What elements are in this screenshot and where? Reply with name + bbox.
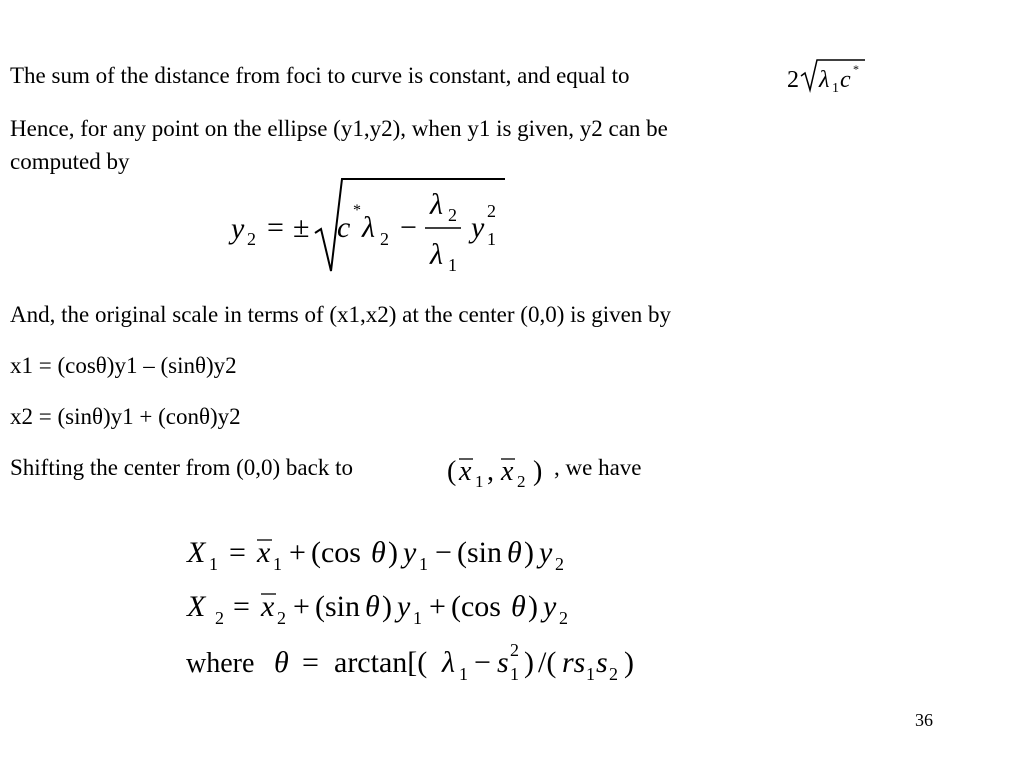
svg-text:=: = bbox=[302, 646, 319, 679]
svg-text:/(: /( bbox=[538, 646, 557, 679]
svg-text:1: 1 bbox=[510, 664, 519, 684]
svg-text:2: 2 bbox=[247, 229, 256, 249]
equation-X2 bbox=[185, 586, 605, 630]
original-scale-text: And, the original scale in terms of (x1,x2) at the center (0,0) is given by bbox=[10, 302, 672, 327]
svg-text:): ) bbox=[533, 456, 543, 487]
svg-text:=: = bbox=[267, 211, 284, 244]
svg-text:1: 1 bbox=[209, 554, 218, 574]
svg-text:λ: λ bbox=[430, 188, 443, 221]
svg-text:2: 2 bbox=[517, 472, 526, 491]
svg-text:,: , bbox=[487, 456, 494, 487]
page-number: 36 bbox=[915, 710, 933, 730]
svg-text:2: 2 bbox=[277, 608, 286, 628]
svg-text:(cos: (cos bbox=[311, 536, 361, 569]
svg-text:): ) bbox=[528, 590, 538, 623]
svg-text:2: 2 bbox=[559, 608, 568, 628]
ellipse-point-text: Hence, for any point on the ellipse (y1,y2), when y1 is given, y2 can be bbox=[10, 116, 668, 141]
svg-text:+: + bbox=[429, 590, 446, 623]
svg-text:(sin: (sin bbox=[315, 590, 360, 623]
svg-text:+: + bbox=[289, 536, 306, 569]
svg-text:−: − bbox=[400, 211, 417, 244]
svg-text:): ) bbox=[524, 536, 534, 569]
svg-text:+: + bbox=[293, 590, 310, 623]
svg-text:=: = bbox=[233, 590, 250, 623]
svg-text:=: = bbox=[229, 536, 246, 569]
svg-text:x: x bbox=[257, 536, 271, 569]
equation-y2 bbox=[225, 175, 515, 280]
shifting-center-text: Shifting the center from (0,0) back to bbox=[10, 455, 353, 480]
svg-text:2: 2 bbox=[609, 664, 618, 684]
svg-text:arctan[(: arctan[( bbox=[334, 646, 428, 679]
svg-text:θ: θ bbox=[507, 536, 522, 569]
svg-text:s: s bbox=[596, 646, 608, 679]
svg-text:θ: θ bbox=[511, 590, 526, 623]
equation-two-sqrt-lambda-c bbox=[785, 54, 875, 96]
svg-text:1: 1 bbox=[487, 229, 496, 249]
x1-formula-text: x1 = (cosθ)y1 – (sinθ)y2 bbox=[10, 353, 237, 378]
svg-text:x: x bbox=[501, 456, 514, 487]
svg-text:1: 1 bbox=[419, 554, 428, 574]
svg-text:c: c bbox=[840, 67, 851, 93]
computed-by-text: computed by bbox=[10, 149, 130, 174]
constant-sum-text: The sum of the distance from foci to curve is constant, and equal to bbox=[10, 63, 630, 88]
x2-formula-text: x2 = (sinθ)y1 + (conθ)y2 bbox=[10, 404, 241, 429]
svg-text:): ) bbox=[624, 646, 634, 679]
svg-text:x: x bbox=[459, 456, 472, 487]
svg-text:λ: λ bbox=[819, 67, 830, 93]
svg-text:θ: θ bbox=[365, 590, 380, 623]
equation-X1 bbox=[185, 532, 605, 576]
svg-text:): ) bbox=[388, 536, 398, 569]
svg-text:1: 1 bbox=[832, 81, 839, 96]
svg-text:2: 2 bbox=[380, 229, 389, 249]
svg-text:y: y bbox=[471, 211, 485, 244]
svg-text:θ: θ bbox=[371, 536, 386, 569]
svg-text:1: 1 bbox=[459, 664, 468, 684]
svg-text:(: ( bbox=[447, 456, 457, 487]
svg-text:X: X bbox=[187, 590, 206, 623]
svg-text:(cos: (cos bbox=[451, 590, 501, 623]
svg-text:2: 2 bbox=[555, 554, 564, 574]
svg-text:1: 1 bbox=[413, 608, 422, 628]
svg-text:2: 2 bbox=[215, 608, 224, 628]
svg-text:x: x bbox=[261, 590, 275, 623]
svg-text:θ: θ bbox=[274, 646, 289, 679]
svg-text:2: 2 bbox=[487, 201, 496, 221]
svg-text:y: y bbox=[397, 590, 411, 623]
svg-text:λ: λ bbox=[442, 646, 455, 679]
equation-theta bbox=[272, 638, 652, 688]
svg-text:(sin: (sin bbox=[457, 536, 502, 569]
svg-text:*: * bbox=[353, 202, 361, 219]
svg-text:X: X bbox=[187, 536, 206, 569]
svg-text:y: y bbox=[403, 536, 417, 569]
we-have-text: , we have bbox=[554, 455, 642, 480]
svg-text:1: 1 bbox=[448, 255, 457, 275]
svg-text:2: 2 bbox=[787, 67, 799, 93]
svg-text:): ) bbox=[382, 590, 392, 623]
svg-text:s: s bbox=[497, 646, 509, 679]
where-label: where bbox=[186, 648, 255, 679]
svg-text:y: y bbox=[231, 212, 245, 245]
svg-text:*: * bbox=[853, 62, 859, 76]
svg-text:1: 1 bbox=[586, 664, 595, 684]
svg-text:2: 2 bbox=[510, 640, 519, 660]
svg-text:): ) bbox=[524, 646, 534, 679]
equation-xbar-pair bbox=[445, 450, 555, 492]
svg-text:1: 1 bbox=[273, 554, 282, 574]
svg-text:λ: λ bbox=[430, 238, 443, 271]
svg-text:−: − bbox=[435, 536, 452, 569]
svg-text:−: − bbox=[474, 646, 491, 679]
svg-text:1: 1 bbox=[475, 472, 484, 491]
svg-text:y: y bbox=[543, 590, 557, 623]
svg-text:2: 2 bbox=[448, 205, 457, 225]
svg-text:c: c bbox=[337, 211, 351, 244]
svg-text:λ: λ bbox=[362, 211, 375, 244]
svg-text:y: y bbox=[539, 536, 553, 569]
svg-text:rs: rs bbox=[562, 646, 586, 679]
svg-text:±: ± bbox=[293, 211, 310, 244]
